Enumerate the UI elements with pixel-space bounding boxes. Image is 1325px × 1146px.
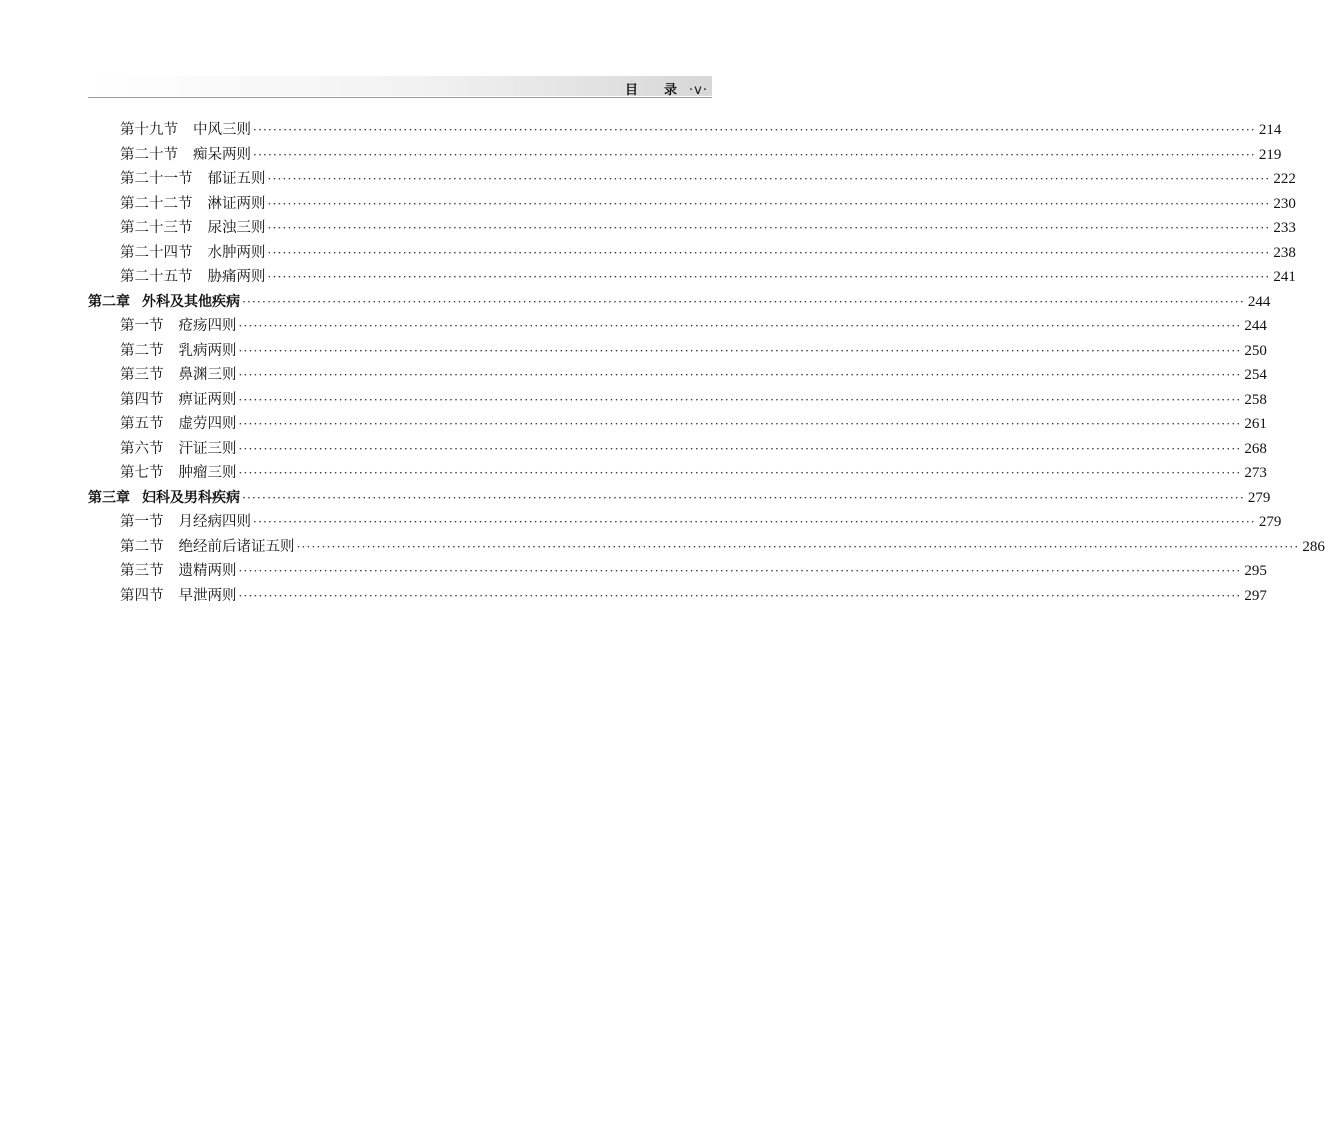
toc-entry-label: 第三章	[88, 489, 130, 506]
toc-page-number: 230	[1273, 195, 1296, 212]
toc-page-number: 244	[1244, 318, 1267, 334]
toc-section-row[interactable]	[120, 314, 1267, 338]
toc-entry-label: 第四节	[120, 391, 164, 408]
toc-entry-title: 乳病两则	[178, 342, 237, 359]
toc-section-row[interactable]	[120, 510, 1282, 534]
toc-page-number: 222	[1273, 171, 1296, 187]
header-title-part1: 目	[625, 83, 639, 98]
toc-entry-label: 第四节	[120, 587, 164, 604]
toc-page-number: 258	[1244, 391, 1267, 408]
toc-section-row[interactable]	[120, 363, 1267, 387]
toc-leader-dots: ········································································································································································································	[267, 221, 1271, 235]
toc-leader-dots: ········································································································································································································	[296, 539, 1300, 554]
toc-page-number: 241	[1273, 269, 1296, 285]
toc-entry-label: 第六节	[120, 440, 164, 457]
running-header	[625, 79, 708, 98]
toc-entry-label: 第二十三节	[120, 220, 193, 236]
toc-section-row[interactable]	[120, 339, 1267, 363]
toc-leader-dots: ········································································································································································································	[242, 294, 1245, 309]
toc-leader-dots: ········································································································································································································	[267, 196, 1271, 211]
toc-entry-label: 第二十五节	[120, 269, 193, 285]
header-title-part2: 录	[664, 83, 678, 98]
toc-page-number: 250	[1244, 342, 1267, 359]
toc-chapter-row[interactable]	[88, 486, 1271, 510]
toc-section-row[interactable]	[120, 535, 1325, 559]
toc-entry-label: 第二节	[120, 342, 164, 359]
toc-entry-title: 早泄两则	[178, 587, 237, 604]
toc-page-number: 219	[1258, 146, 1282, 163]
toc-leader-dots: ········································································································································································································	[238, 588, 1242, 603]
toc-entry-label: 第二十四节	[120, 244, 193, 261]
toc-page-number: 244	[1247, 293, 1271, 310]
toc-leader-dots: ········································································································································································································	[267, 245, 1271, 260]
toc-section-row[interactable]	[120, 192, 1296, 216]
toc-leader-dots: ········································································································································································································	[238, 343, 1242, 358]
toc-entry-label: 第一节	[120, 318, 164, 334]
toc-section-row[interactable]	[120, 388, 1267, 412]
toc-entry-title: 水肿两则	[207, 244, 266, 261]
toc-entry-title: 遗精两则	[178, 563, 237, 579]
toc-leader-dots: ········································································································································································································	[238, 441, 1242, 456]
toc-entry-label: 第二十一节	[120, 171, 193, 187]
toc-leader-dots: ········································································································································································································	[238, 417, 1242, 431]
toc-entry-title: 外科及其他疾病	[142, 293, 240, 310]
toc-entry-title: 痴呆两则	[193, 146, 251, 163]
toc-page-number: 261	[1244, 416, 1267, 432]
toc-entry-title: 肿瘤三则	[178, 465, 237, 481]
toc-leader-dots: ········································································································································································································	[253, 123, 1256, 137]
toc-page-number: 279	[1258, 514, 1282, 530]
toc-entry-label: 第三节	[120, 367, 164, 383]
toc-section-row[interactable]	[120, 167, 1296, 191]
toc-leader-dots: ········································································································································································································	[238, 564, 1242, 578]
toc-entry-title: 鼻渊三则	[178, 367, 237, 383]
toc-section-row[interactable]	[120, 559, 1267, 583]
toc-entry-title: 汗证三则	[178, 440, 237, 457]
toc-entry-title: 郁证五则	[207, 171, 266, 187]
header-rule	[88, 97, 712, 98]
toc-entry-label: 第二十二节	[120, 195, 193, 212]
toc-entry-label: 第二节	[120, 538, 164, 555]
toc-leader-dots: ········································································································································································································	[242, 490, 1245, 505]
header-page-number: ·v·	[689, 83, 708, 98]
toc-section-row[interactable]	[120, 241, 1296, 265]
running-header-bar	[88, 76, 712, 96]
toc-page-number: 297	[1244, 587, 1267, 604]
toc-page-number: 295	[1244, 563, 1267, 579]
toc-section-row[interactable]	[120, 412, 1267, 436]
toc-entry-title: 绝经前后诸证五则	[178, 538, 295, 555]
toc-section-row[interactable]	[120, 143, 1282, 167]
toc-section-row[interactable]	[120, 265, 1296, 289]
toc-entry-title: 疮疡四则	[178, 318, 237, 334]
toc-chapter-row[interactable]	[88, 290, 1271, 314]
toc-leader-dots: ········································································································································································································	[253, 147, 1256, 162]
toc-section-row[interactable]	[120, 118, 1282, 142]
toc-section-row[interactable]	[120, 437, 1267, 461]
toc-entry-title: 妇科及男科疾病	[142, 489, 240, 506]
toc-entry-title: 月经病四则	[178, 514, 251, 530]
toc-leader-dots: ········································································································································································································	[238, 392, 1242, 407]
toc-page-number: 273	[1244, 465, 1267, 481]
toc-page-number: 254	[1244, 367, 1267, 383]
toc-page-number: 279	[1247, 489, 1271, 506]
toc-page-number: 268	[1244, 440, 1267, 457]
toc-entry-label: 第一节	[120, 514, 164, 530]
toc-entry-label: 第五节	[120, 416, 164, 432]
toc-page-number: 214	[1258, 122, 1282, 138]
toc-entry-title: 虚劳四则	[178, 416, 237, 432]
toc-entry-label: 第二十节	[120, 146, 178, 163]
toc-leader-dots: ········································································································································································································	[238, 368, 1242, 382]
toc-entry-label: 第三节	[120, 563, 164, 579]
toc-leader-dots: ········································································································································································································	[238, 466, 1242, 480]
toc-entry-label: 第十九节	[120, 122, 178, 138]
toc-leader-dots: ········································································································································································································	[267, 270, 1271, 284]
toc-leader-dots: ········································································································································································································	[267, 172, 1271, 186]
toc-entry-label: 第七节	[120, 465, 164, 481]
toc-section-row[interactable]	[120, 584, 1267, 608]
toc-leader-dots: ········································································································································································································	[253, 515, 1256, 529]
toc-entry-label: 第二章	[88, 293, 130, 310]
toc-entry-title: 痹证两则	[178, 391, 237, 408]
toc-entry-title: 胁痛两则	[207, 269, 266, 285]
toc-leader-dots: ········································································································································································································	[238, 319, 1242, 333]
toc-entry-title: 中风三则	[193, 122, 251, 138]
toc-section-row[interactable]	[120, 216, 1296, 240]
toc-page-number: 286	[1302, 538, 1325, 555]
toc-page-number: 238	[1273, 244, 1296, 261]
toc-entry-title: 淋证两则	[207, 195, 266, 212]
toc-entry-title: 尿浊三则	[207, 220, 266, 236]
toc-page-number: 233	[1273, 220, 1296, 236]
toc-section-row[interactable]	[120, 461, 1267, 485]
